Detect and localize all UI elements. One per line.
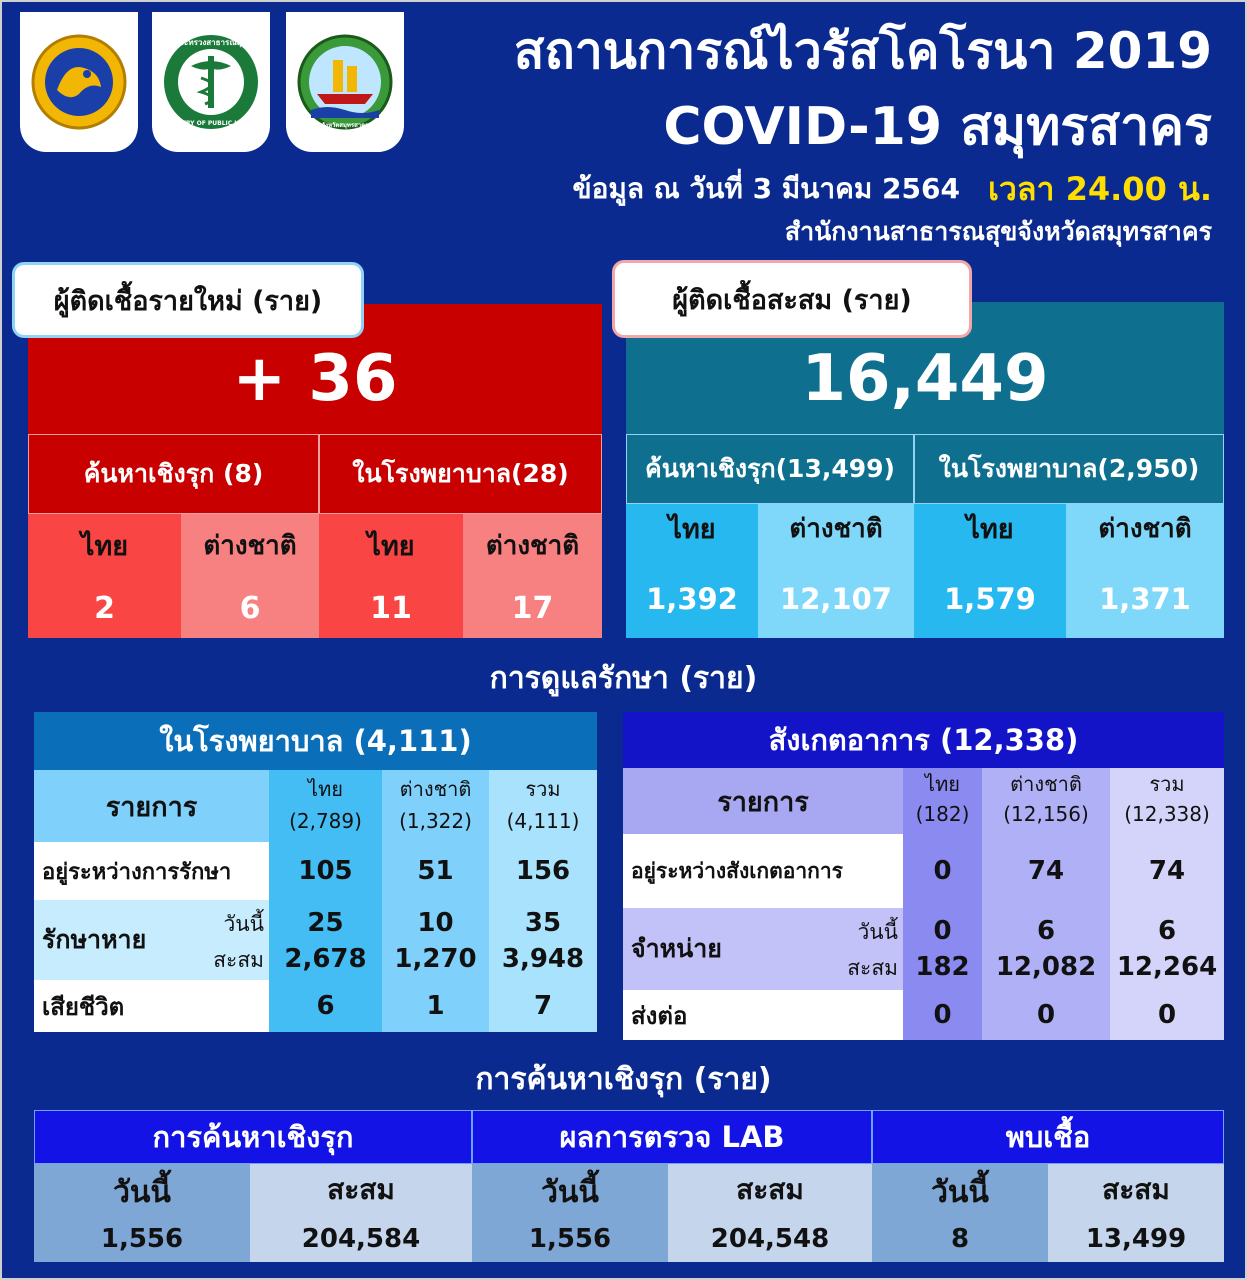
hospital-treating-foreign: 51 [417,856,454,886]
svg-text:จังหวัดสมุทรสาคร: จังหวัดสมุทรสาคร [321,122,369,129]
hospital-row-recovered-label: รักษาหาย [42,925,147,954]
hospital-deaths-foreign: 1 [426,991,445,1021]
hospital-recovered-today-thai: 25 [307,908,344,938]
title-line-2: COVID-19 สมุทรสาคร [663,96,1212,157]
observation-referred-total: 0 [1157,1000,1177,1030]
cum-active-thai-value: 1,392 [646,582,738,616]
observation-discharged-today-total: 6 [1157,916,1177,946]
cum-hospital-thai-value: 1,579 [944,582,1036,616]
observation-discharged-cum-thai: 182 [915,952,970,982]
hospital-deaths-thai: 6 [316,991,335,1021]
hospital-recovered-cum-total: 3,948 [501,944,585,974]
observation-discharged-cum-label: สะสม [847,955,898,980]
observation-header-item: รายการ [717,786,809,818]
hospital-row-treating-label: อยู่ระหว่างการรักษา [42,859,232,885]
active-found-today-value: 8 [950,1224,970,1254]
care-section-title: การดูแลรักษา (ราย) [489,660,758,696]
observation-discharged-today-label: วันนี้ [857,919,898,944]
observation-discharged-today-thai: 0 [933,916,952,946]
hospital-header-total: รวม [525,777,561,801]
active-section-title: การค้นหาเชิงรุก (ราย) [475,1061,772,1097]
observation-referred-thai: 0 [933,1000,952,1030]
new-active-group: ค้นหาเชิงรุก (8) [28,434,319,514]
cum-active-foreign-value: 12,107 [780,582,892,616]
cum-active-thai-header: ไทย [668,513,716,545]
active-found-today-label: วันนี้ [931,1174,989,1210]
active-found-cum-value: 13,499 [1085,1224,1187,1254]
observation-observing-foreign: 74 [1027,856,1065,886]
active-search-today-label: วันนี้ [113,1174,171,1210]
cum-active-foreign-header: ต่างชาติ [789,513,883,544]
cum-hospital-thai-header: ไทย [966,513,1014,545]
observation-header-total: รวม [1149,772,1185,796]
new-active-foreign-header: ต่างชาติ [203,530,297,561]
active-lab-cum-value: 204,548 [710,1224,830,1254]
new-hospital-foreign-header: ต่างชาติ [485,530,580,561]
observation-table-title: สังเกตอาการ (12,338) [623,712,1224,768]
office-name: สำนักงานสาธารณสุขจังหวัดสมุทรสาคร [784,217,1212,246]
hospital-treating-thai: 105 [298,856,353,886]
new-hospital-thai-header: ไทย [367,530,415,562]
ministry-of-public-health-icon [152,12,270,152]
hospital-recovered-cum-label: สะสม [213,947,264,972]
observation-header-thai-count: (182) [915,802,970,826]
hospital-row-deaths-label: เสียชีวิต [42,992,125,1021]
active-lab-today-label: วันนี้ [541,1174,599,1210]
svg-text:MINISTRY OF PUBLIC HEALTH: MINISTRY OF PUBLIC HEALTH [162,120,260,127]
hospital-recovered-today-label: วันนี้ [223,911,264,936]
cum-hospital-foreign-header: ต่างชาติ [1098,513,1192,544]
active-search-cum-label: สะสม [327,1173,395,1206]
observation-header-foreign: ต่างชาติ [1010,772,1082,796]
active-header-lab: ผลการตรวจ LAB [472,1110,872,1164]
new-cases-total: + 36 [28,304,602,434]
observation-observing-thai: 0 [933,856,952,886]
observation-referred-foreign: 0 [1036,1000,1056,1030]
hospital-header-thai: ไทย [308,777,343,801]
svg-text:กระทรวงสาธารณสุข: กระทรวงสาธารณสุข [174,38,248,47]
active-found-cum-label: สะสม [1102,1173,1170,1206]
observation-discharged-cum-total: 12,264 [1116,952,1218,982]
active-search-cum-value: 204,584 [301,1224,421,1254]
hospital-recovered-today-total: 35 [524,908,562,938]
new-active-thai-value: 2 [94,590,115,626]
title-line-1: สถานการณ์ไวรัสโคโรนา 2019 [513,21,1212,80]
active-header-found: พบเชื้อ [872,1110,1224,1164]
cum-active-group: ค้นหาเชิงรุก(13,499) [626,434,914,504]
samut-sakhon-seal-icon [286,12,404,152]
hospital-recovered-cum-thai: 2,678 [284,944,367,974]
new-cases-label: ผู้ติดเชื้อรายใหม่ (ราย) [12,262,364,338]
date-text: ข้อมูล ณ วันที่ 3 มีนาคม 2564 [572,172,960,205]
hospital-header-thai-count: (2,789) [289,809,362,833]
observation-discharged-cum-foreign: 12,082 [995,952,1097,982]
time-text: เวลา 24.00 น. [987,169,1212,208]
observation-header-foreign-count: (12,156) [1003,802,1089,826]
active-lab-cum-label: สะสม [736,1173,804,1206]
hospital-deaths-total: 7 [533,991,553,1021]
observation-row-observing-label: อยู่ระหว่างสังเกตอาการ [631,858,843,883]
date-line [432,167,1212,211]
new-hospital-group: ในโรงพยาบาล(28) [319,434,602,514]
observation-header-thai: ไทย [925,772,960,796]
hospital-header-foreign: ต่างชาติ [399,777,472,801]
observation-row-discharged-label: จำหน่าย [631,934,722,963]
new-active-thai-header: ไทย [80,530,129,562]
cum-hospital-foreign-value: 1,371 [1099,582,1191,616]
hospital-recovered-cum-foreign: 1,270 [394,944,477,974]
hospital-table-title: ในโรงพยาบาล (4,111) [34,712,597,770]
provincial-seal-icon [20,12,138,152]
hospital-header-foreign-count: (1,322) [399,809,472,833]
active-lab-today-value: 1,556 [528,1224,612,1254]
observation-discharged-today-foreign: 6 [1036,916,1056,946]
new-hospital-thai-value: 11 [370,590,412,626]
hospital-header-item: รายการ [105,791,198,823]
hospital-header-total-count: (4,111) [506,809,580,833]
cumulative-label: ผู้ติดเชื้อสะสม (ราย) [612,260,972,338]
active-header-search: การค้นหาเชิงรุก [34,1110,472,1164]
new-hospital-foreign-value: 17 [511,590,554,626]
active-search-today-value: 1,556 [100,1224,184,1254]
cumulative-total: 16,449 [626,302,1224,434]
hospital-treating-total: 156 [515,856,571,886]
cum-hospital-group: ในโรงพยาบาล(2,950) [914,434,1224,504]
observation-header-total-count: (12,338) [1124,802,1210,826]
observation-row-referred-label: ส่งต่อ [631,1001,688,1030]
new-active-foreign-value: 6 [239,590,261,626]
hospital-recovered-today-foreign: 10 [417,908,454,938]
observation-observing-total: 74 [1148,856,1186,886]
